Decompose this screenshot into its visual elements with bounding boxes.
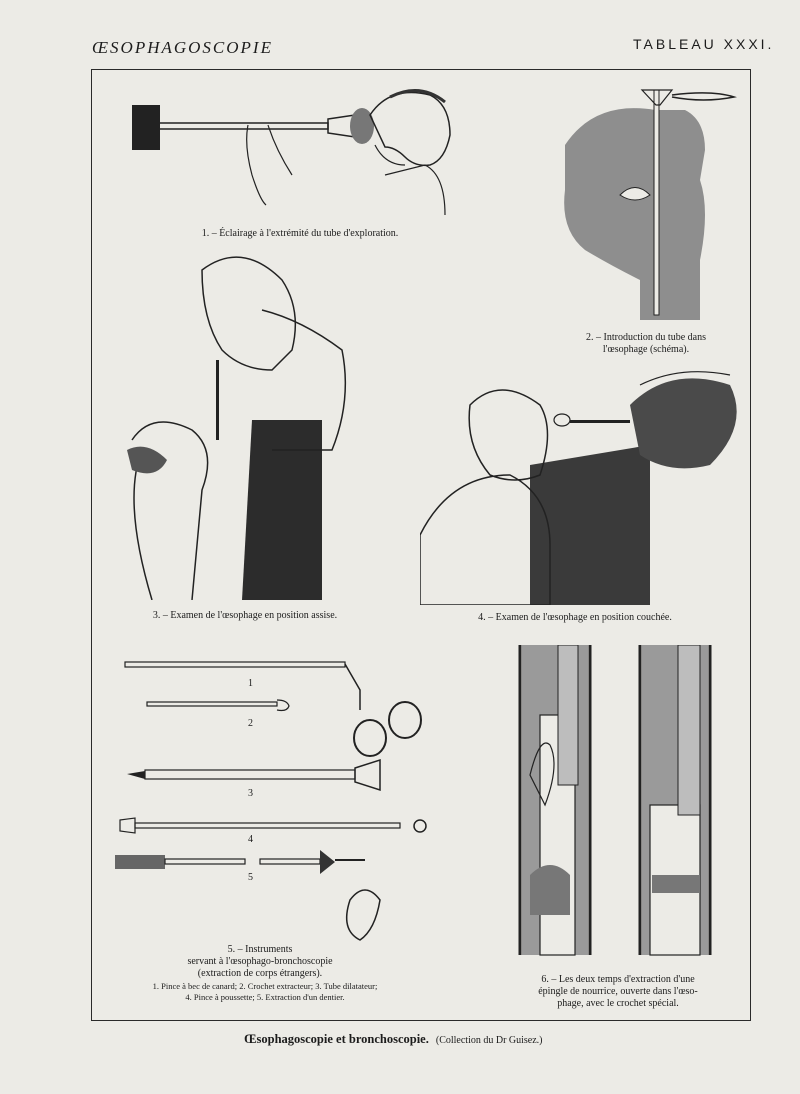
plate-footer (244, 1032, 543, 1047)
instrument-number-5: 5 (248, 872, 253, 883)
instrument-number-1: 1 (248, 678, 253, 689)
figure-5-title-line3: (extraction de corps étrangers). (197, 968, 323, 979)
figure-2-caption-line1: 2. – Introduction du tube dans (586, 332, 706, 343)
figure-5-title-line2: servant à l'œsophago-bronchoscopie (187, 956, 333, 967)
figure-2-illustration (560, 85, 740, 325)
figure-5-title-line1: 5. – Instruments (227, 944, 293, 955)
figure-6-illustration (510, 645, 725, 965)
figure-1-illustration (130, 85, 460, 225)
header-plate-number: TABLEAU XXXI. (633, 36, 775, 52)
instrument-number-3: 3 (248, 788, 253, 799)
figure-6-caption-line3: phage, avec le crochet spécial. (557, 998, 679, 1009)
figure-2-caption-line2: l'œsophage (schéma). (602, 344, 690, 355)
figure-6-caption-line2: épingle de nourrice, ouverte dans l'œso- (538, 986, 698, 997)
instrument-number-2: 2 (248, 718, 253, 729)
figure-3-illustration (112, 250, 362, 600)
figure-3-caption: 3. – Examen de l'œsophage en position assise. (152, 610, 338, 621)
instrument-number-4: 4 (248, 834, 253, 845)
figure-5-detail-line1: 1. Pince à bec de canard; 2. Crochet extracteur; 3. Tube dilatateur; (152, 981, 378, 991)
figure-6-caption-line1: 6. – Les deux temps d'extraction d'une (541, 974, 695, 985)
figure-1-caption: 1. – Éclairage à l'extrémité du tube d'exploration. (201, 228, 399, 239)
figure-4-illustration (420, 365, 740, 605)
figure-5-detail-line2: 4. Pince à poussette; 5. Extraction d'un dentier. (185, 992, 345, 1002)
footer-collection: (Collection du Dr Guisez.) (435, 1035, 543, 1046)
footer-title: Œsophagoscopie et bronchoscopie. (244, 1032, 429, 1046)
figure-5-illustration (115, 650, 435, 950)
figure-4-caption: 4. – Examen de l'œsophage en position couchée. (478, 612, 672, 623)
header-title: ŒSOPHAGOSCOPIE (92, 38, 273, 57)
